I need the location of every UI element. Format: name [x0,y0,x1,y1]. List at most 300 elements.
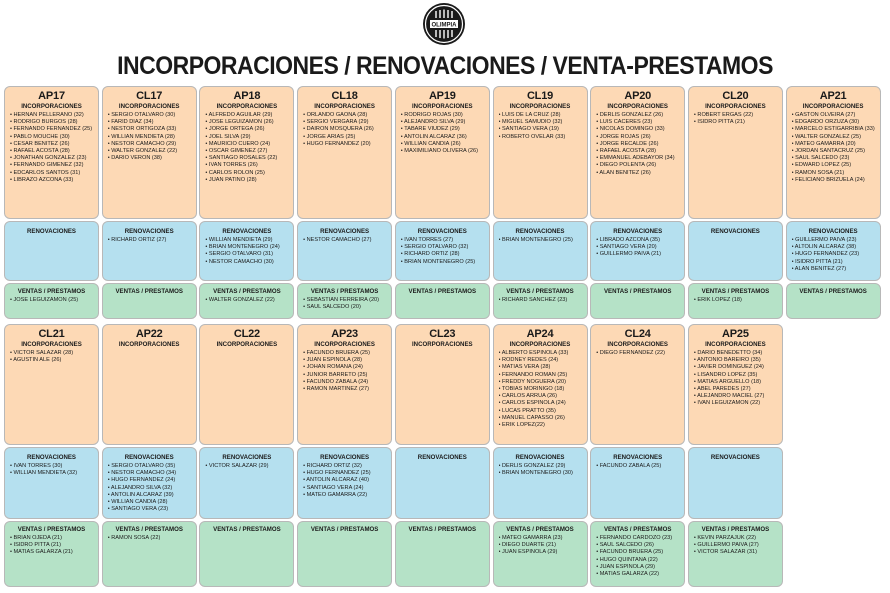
ventas-prestamos-list [689,534,782,557]
player-item: • CARLOS ROLÓN (25) [205,169,265,176]
renovaciones-box [590,221,685,281]
ventas-prestamos-box [102,283,197,319]
renovaciones-header: RENOVACIONES [808,228,858,235]
season-code: CL18 [331,90,358,102]
incorporaciones-header: INCORPORACIONES [118,341,180,348]
player-item: • RODRIGO BURGOS (28) [10,119,78,126]
incorporaciones-box [297,324,392,445]
renovaciones-box [590,447,685,519]
incorporaciones-box [199,86,294,219]
player-item: • JOHAN ROMANA (24) [303,364,363,371]
player-item: • ÓSCAR GIMENEZ (27) [205,148,268,155]
ventas-prestamos-box [4,283,99,319]
player-item: • PABLO MOUCHE (30) [10,133,70,140]
player-item: • BRIAN MONTENEGRO (30) [498,470,573,477]
renovaciones-list [787,236,880,273]
player-item: • MATÍAS ARGÜELLO (18) [693,378,762,385]
player-item: • DERLIS GONZÁLEZ (26) [596,112,664,118]
renovaciones-header: RENOVACIONES [222,454,272,461]
player-item: • RAFAEL ACOSTA (28) [596,148,656,155]
renovaciones-header: RENOVACIONES [27,454,76,461]
player-item: • FELICIANO BRIZUELA (24) [791,176,865,183]
player-item: • WALTER GONZÁLEZ (25) [791,133,861,140]
ventas-prestamos-box [297,283,392,319]
olimpia-crest-logo [422,2,466,46]
player-item: • FACUNDO BRUERA (25) [303,350,371,356]
player-item: • RAFAEL ACOSTA (28) [10,148,70,155]
player-item: • ANTOLÍN ALCARAZ (39) [107,491,174,498]
logo-wordmark: OLIMPIA [431,22,457,29]
player-item: • RODRIGO ROJAS (30) [400,112,463,118]
player-item: • ROBERTO OVELAR (33) [498,133,566,140]
player-item: • RODNEY REDES (24) [498,357,559,364]
player-item: • SERGIO VERGARA (29) [303,119,369,126]
player-item: • SANTIAGO VERA (20) [596,244,657,251]
season-code: CL24 [624,328,651,340]
incorporaciones-header: INCORPORACIONES [705,103,766,110]
player-item: • MATÍAS VERA (28) [498,364,551,371]
incorporaciones-list [298,349,391,393]
ventas-prestamos-list [591,296,684,297]
player-item: • VÍCTOR SALAZAR (29) [205,463,269,469]
player-item: • RICHARD ORTIZ (28) [400,251,460,258]
player-item: • WILLIAN MENDIETA (32) [10,470,78,477]
ventas-prestamos-list [689,296,782,304]
player-item: • ORLANDO GAONA (28) [303,112,368,118]
player-item: • HERNÁN PELLERANO (32) [10,112,84,118]
player-item: • GUILLERMO PAIVA (21) [596,251,662,258]
season-code: AP25 [722,328,749,340]
player-item: • VÍCTOR SALAZAR (28) [10,350,74,356]
renovaciones-list [298,462,391,499]
player-item: • TABARÉ VIUDEZ (29) [400,126,460,133]
player-item: • SANTIAGO VERA (19) [498,126,559,133]
renovaciones-header: RENOVACIONES [320,228,370,235]
renovaciones-list [200,462,293,470]
player-item: • FARID DÍAZ (34) [107,119,154,126]
player-item: • DAIRON MOSQUERA (26) [303,126,374,133]
player-item: • MATEO GAMARRA (23) [498,535,563,541]
renovaciones-box [493,447,588,519]
incorporaciones-list [298,111,391,148]
ventas-prestamos-box [786,283,881,319]
ventas-prestamos-list [494,534,587,557]
ventas-prestamos-box [199,521,294,587]
player-item: • BRIAN MONTENEGRO (24) [205,244,280,251]
renovaciones-box [493,221,588,281]
ventas-prestamos-box [395,521,490,587]
player-item: • JORGE ORTEGA (26) [205,126,265,133]
renovaciones-list [298,236,391,244]
player-item: • LUIS CÁCERES (23) [596,119,653,126]
incorporaciones-header: INCORPORACIONES [802,103,864,110]
ventas-prestamos-list [5,534,98,557]
season-code: AP21 [819,90,847,102]
renovaciones-list [494,462,587,477]
player-item: • IVAN TORRES (30) [10,463,63,469]
ventas-prestamos-header: VENTAS / PRESTAMOS [603,288,672,295]
player-item: • FREDDY NOGUERA (20) [498,378,566,385]
incorporaciones-box [395,86,490,219]
ventas-prestamos-box [297,521,392,587]
incorporaciones-header: INCORPORACIONES [411,341,473,348]
player-item: • SERGIO OTALVARO (32) [400,244,469,251]
player-item: • JOEL SILVA (29) [205,133,251,140]
ventas-prestamos-box [4,521,99,587]
ventas-prestamos-list [396,534,489,535]
player-item: • HUGO FERNÁNDEZ (23) [791,251,860,258]
season-code: CL20 [722,90,749,102]
renovaciones-box [786,221,881,281]
player-item: • WILLIAN MENDIETA (28) [107,133,175,140]
incorporaciones-header: INCORPORACIONES [411,103,473,110]
player-item: • IVAN TORRES (26) [205,162,258,169]
ventas-prestamos-box [395,283,490,319]
player-item: • ALEJANDRO SILVA (29) [400,119,466,126]
renovaciones-list [591,236,684,259]
player-item: • CARLOS ARRÚA (26) [498,393,558,400]
player-item: • GUILLERMO PAIVA (27) [693,542,759,549]
player-item: • ABEL PAREDES (27) [693,386,751,393]
player-item: • HUGO FERNÁNDEZ (20) [303,140,371,147]
player-item: • LIBRADO AZCONA (35) [596,237,661,243]
incorporaciones-header: INCORPORACIONES [509,341,571,348]
player-item: • NÉSTOR ORTIGOZA (33) [107,126,177,133]
player-item: • VÍCTOR SALAZAR (31) [693,549,757,556]
incorporaciones-header: INCORPORACIONES [21,341,82,348]
player-item: • FERNANDO ROMÁN (25) [498,371,568,378]
incorporaciones-box [688,86,783,219]
ventas-prestamos-header: VENTAS / PRESTAMOS [115,526,183,533]
season-code: AP18 [233,90,261,102]
player-item: • JOSÉ LEGUIZAMON (26) [205,119,274,126]
player-item: • HUGO QUINTANA (22) [596,556,658,563]
player-item: • FERNANDO CARDOZO (23) [596,535,673,541]
renovaciones-header: RENOVACIONES [613,454,663,461]
incorporaciones-header: INCORPORACIONES [314,341,375,348]
player-item: • JUAN ESPÍNOLA (28) [303,357,362,364]
player-item: • JUAN ESPÍNOLA (29) [498,549,558,556]
incorporaciones-list [787,111,880,184]
player-item: • SANTIAGO VERA (24) [303,484,364,491]
ventas-prestamos-box [688,521,783,587]
ventas-prestamos-box [102,521,197,587]
player-item: • ERIK LÓPEZ(22) [498,422,545,429]
incorporaciones-box [493,324,588,445]
renovaciones-list [689,462,782,463]
renovaciones-header: RENOVACIONES [417,228,467,235]
player-item: • ALEJANDRO SILVA (32) [107,484,173,491]
player-item: • DARÍO BENEDETTO (34) [693,350,763,356]
player-item: • SERGIO OTALVARO (35) [107,463,176,469]
renovaciones-header: RENOVACIONES [515,454,565,461]
incorporaciones-box [786,86,881,219]
incorporaciones-header: INCORPORACIONES [705,341,766,348]
player-item: • NÉSTOR CAMACHO (30) [205,258,274,265]
player-item: • MARCELO ESTIGARRIBIA (33) [791,126,875,133]
renovaciones-header: RENOVACIONES [613,228,663,235]
player-item: • SANTIAGO ROSALES (22) [205,155,278,162]
player-item: • FACUNDO BRUERA (25) [596,549,664,556]
renovaciones-header: RENOVACIONES [515,228,565,235]
season-code: CL23 [429,328,456,340]
renovaciones-header: RENOVACIONES [124,454,174,461]
page-title: INCORPORACIONES / RENOVACIONES / VENTA-PRESTAMOS [117,50,773,80]
player-item: • JORGE ARIAS (25) [303,133,356,140]
player-item: • ANTOLÍN ALCARAZ (40) [303,477,369,484]
ventas-prestamos-box [493,521,588,587]
ventas-prestamos-header: VENTAS / PRESTAMOS [213,288,281,295]
renovaciones-header: RENOVACIONES [417,454,467,461]
incorporaciones-box [395,324,490,445]
renovaciones-box [688,221,783,281]
player-item: • DIEGO DUARTE (21) [498,542,556,549]
player-item: • MATÍAS GALARZA (22) [596,571,659,578]
player-item: • EMMANUEL ADEBAYOR (34) [596,155,675,162]
season-code: AP19 [428,90,456,102]
renovaciones-header: RENOVACIONES [710,228,760,235]
player-item: • MAXIMILIANO OLIVERA (26) [400,148,478,155]
player-item: • EDGARDO ORZUZA (30) [791,119,860,126]
incorporaciones-list [591,349,684,357]
incorporaciones-list [689,111,782,126]
ventas-prestamos-list [5,296,98,304]
ventas-prestamos-header: VENTAS / PRESTAMOS [115,288,183,295]
incorporaciones-header: INCORPORACIONES [607,103,668,110]
incorporaciones-list [103,111,196,162]
player-item: • DIEGO FERNÁNDEZ (22) [596,350,665,356]
player-item: • WALTER GONZÁLEZ (22) [205,297,275,303]
player-item: • NÉSTOR CAMACHO (27) [303,237,372,243]
player-item: • ALFREDO AGUILAR (29) [205,112,273,118]
renovaciones-list [591,462,684,470]
player-item: • RICHARD ORTIZ (27) [107,237,167,243]
player-item: • IVAN TORRES (27) [400,237,454,243]
renovaciones-header: RENOVACIONES [710,454,760,461]
incorporaciones-list [494,111,587,141]
renovaciones-box [395,447,490,519]
player-item: • GUILLERMO PAIVA (23) [791,237,857,243]
player-item: • SEBASTIAN FERREIRA (20) [303,297,380,303]
renovaciones-header: RENOVACIONES [27,228,76,235]
incorporaciones-header: INCORPORACIONES [216,341,278,348]
player-item: • NÉSTOR CAMACHO (29) [107,140,177,147]
season-code: AP23 [331,328,358,340]
renovaciones-box [297,221,392,281]
incorporaciones-box [688,324,783,445]
renovaciones-list [396,462,489,463]
ventas-prestamos-header: VENTAS / PRESTAMOS [17,526,86,533]
player-item: • LISANDRO LÓPEZ (35) [693,371,758,378]
player-item: • LUIS DE LA CRUZ (28) [498,112,561,118]
player-item: • SERGIO OTALVARO (30) [107,112,176,118]
player-item: • WILLIAN CANDIA (28) [107,499,168,506]
incorporaciones-box [590,86,685,219]
incorporaciones-header: INCORPORACIONES [607,341,668,348]
player-item: • ISIDRO PITTA (21) [10,542,61,549]
player-item: • RAMÓN SOSA (21) [791,169,845,176]
ventas-prestamos-list [591,534,684,578]
player-item: • RAMÓN SOSA (22) [107,535,161,541]
player-item: • MATEO GAMARRA (20) [791,140,856,147]
player-item: • NÉSTOR CAMACHO (34) [107,470,177,477]
player-item: • MANUEL CAPASSO (26) [498,414,565,421]
ventas-prestamos-header: VENTAS / PRESTAMOS [17,288,86,295]
season-code: CL21 [38,328,65,340]
player-item: • JORDAN SANTACRUZ (25) [791,148,865,155]
player-item: • JORGE ROJAS (26) [596,133,651,140]
player-item: • JAVIER DOMÍNGUEZ (24) [693,364,764,371]
ventas-prestamos-box [199,283,294,319]
player-item: • EDWARD LÓPEZ (25) [791,162,852,169]
season-code: AP24 [526,328,554,340]
renovaciones-box [199,221,294,281]
player-item: • BRIAN MONTENEGRO (25) [498,237,573,243]
player-item: • ANTOLÍN ALCARAZ (36) [400,133,467,140]
season-code: AP17 [38,90,65,102]
ventas-prestamos-header: VENTAS / PRESTAMOS [310,526,379,533]
player-item: • JORGE RECALDE (26) [596,140,659,147]
player-item: • BRIAN OJEDA (21) [10,535,63,541]
renovaciones-list [396,236,489,266]
ventas-prestamos-box [590,521,685,587]
player-item: • ERIK LÓPEZ (18) [693,297,742,303]
player-item: • ALBERTO ESPÍNOLA (33) [498,350,569,356]
player-item: • WILLIAN MENDIETA (29) [205,237,273,243]
player-item: • MIGUEL SAMUDIO (32) [498,119,563,126]
player-item: • SERGIO OTALVARO (31) [205,251,273,258]
ventas-prestamos-box [688,283,783,319]
renovaciones-box [4,221,99,281]
player-item: • ALEJANDRO MACIEL (27) [693,393,765,400]
player-item: • SANTIAGO VERA (23) [107,506,169,513]
player-item: • SAÚL SALCEDO (26) [596,542,654,549]
ventas-prestamos-header: VENTAS / PRESTAMOS [506,288,574,295]
season-code: CL19 [526,90,554,102]
ventas-prestamos-header: VENTAS / PRESTAMOS [701,526,770,533]
incorporaciones-list [103,349,196,350]
player-item: • SAÚL SALCEDO (20) [303,304,361,311]
season-code: AP22 [135,328,163,340]
player-item: • WILLIAN CANDIA (26) [400,140,461,147]
player-item: • KEVIN PARZAJUK (22) [693,535,757,541]
incorporaciones-list [396,349,489,350]
incorporaciones-box [102,324,197,445]
player-item: • EDCARLOS SANTOS (31) [10,169,81,176]
renovaciones-box [102,221,197,281]
ventas-prestamos-header: VENTAS / PRESTAMOS [701,288,770,295]
renovaciones-list [103,236,196,244]
ventas-prestamos-list [396,296,489,297]
season-code: CL17 [136,90,163,102]
incorporaciones-box [590,324,685,445]
player-item: • HUGO FERNÁNDEZ (25) [303,470,371,477]
player-item: • FACUNDO ZABALA (25) [596,463,662,469]
player-item: • JOSÉ LEGUIZAMON (25) [10,297,79,303]
player-item: • ISIDRO PITTA (21) [693,119,745,126]
incorporaciones-header: INCORPORACIONES [118,103,180,110]
ventas-prestamos-list [298,534,391,535]
renovaciones-box [199,447,294,519]
incorporaciones-header: INCORPORACIONES [216,103,278,110]
player-item: • SAÚL SALCEDO (23) [791,155,850,162]
incorporaciones-box [297,86,392,219]
player-item: • JUNIOR BARRETO (25) [303,371,368,378]
player-item: • FERNANDO GIMENEZ (32) [10,162,84,169]
renovaciones-box [688,447,783,519]
renovaciones-list [200,236,293,266]
player-item: • LUCAS PRATTO (35) [498,407,556,414]
ventas-prestamos-box [493,283,588,319]
incorporaciones-header: INCORPORACIONES [21,103,82,110]
player-item: • ALAN BENÍTEZ (26) [596,169,651,176]
incorporaciones-list [396,111,489,155]
season-code: AP20 [624,90,652,102]
player-item: • IVAN LEGUIZAMÓN (22) [693,400,761,407]
player-item: • CARLOS ESPÍNOLA (24) [498,400,566,407]
player-item: • JONATHAN GONZÁLEZ (23) [10,155,87,162]
player-item: • RAMÓN MARTÍNEZ (27) [303,386,369,393]
player-item: • FACUNDO ZABALA (24) [303,378,369,385]
ventas-prestamos-list [298,296,391,311]
ventas-prestamos-header: VENTAS / PRESTAMOS [408,526,477,533]
ventas-prestamos-header: VENTAS / PRESTAMOS [603,526,672,533]
player-item: • MATEO GAMARRA (22) [303,491,368,498]
incorporaciones-list [689,349,782,408]
renovaciones-box [4,447,99,519]
renovaciones-header: RENOVACIONES [320,454,370,461]
ventas-prestamos-list [200,296,293,304]
player-item: • ROBERT ERGAS (22) [693,112,754,118]
player-item: • ANTONIO BAREIRO (35) [693,357,761,364]
renovaciones-header: RENOVACIONES [222,228,272,235]
player-item: • RICHARD ORTIZ (32) [303,463,362,469]
incorporaciones-box [4,324,99,445]
player-item: • JUAN ESPÍNOLA (29) [596,563,656,570]
ventas-prestamos-box [590,283,685,319]
ventas-prestamos-list [103,534,196,542]
incorporaciones-box [199,324,294,445]
incorporaciones-header: INCORPORACIONES [314,103,375,110]
renovaciones-box [102,447,197,519]
player-item: • FERNANDO FERNÁNDEZ (25) [10,126,93,133]
renovaciones-list [689,236,782,237]
renovaciones-list [103,462,196,513]
player-item: • ALAN BENÍTEZ (27) [791,265,847,272]
season-code: CL22 [233,328,260,340]
ventas-prestamos-header: VENTAS / PRESTAMOS [213,526,281,533]
renovaciones-header: RENOVACIONES [124,228,174,235]
player-item: • AGUSTÍN ALE (26) [10,357,62,364]
ventas-prestamos-header: VENTAS / PRESTAMOS [799,288,867,295]
incorporaciones-list [200,111,293,184]
incorporaciones-list [5,111,98,184]
incorporaciones-list [494,349,587,429]
renovaciones-list [494,236,587,244]
player-item: • DARÍO VERÓN (38) [107,155,162,162]
player-item: • NICOLÁS DOMINGO (33) [596,126,665,133]
player-item: • TOBÍAS MORINIGO (18) [498,386,565,393]
player-item: • WALTER GONZÁLEZ (22) [107,148,178,155]
player-item: • RICHARD SÁNCHEZ (23) [498,297,568,303]
ventas-prestamos-header: VENTAS / PRESTAMOS [310,288,379,295]
ventas-prestamos-list [494,296,587,304]
player-item: • MAURICIO CUERO (24) [205,140,271,147]
player-item: • GASTÓN OLVEIRA (27) [791,112,856,118]
player-item: • DIEGO POLENTA (26) [596,162,657,169]
incorporaciones-list [200,349,293,350]
player-item: • LIBRAZO AZCONA (33) [10,176,74,183]
